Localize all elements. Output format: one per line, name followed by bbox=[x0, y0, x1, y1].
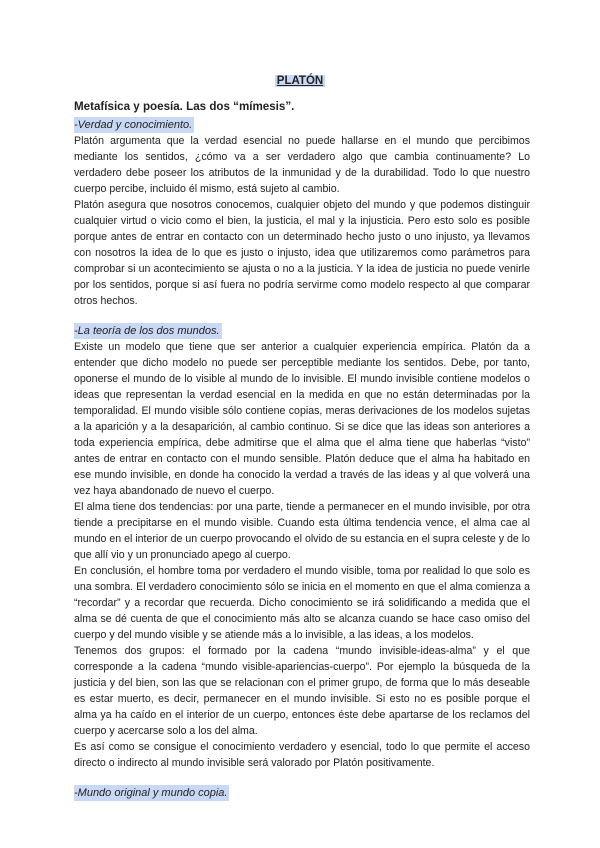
paragraph-gap bbox=[74, 309, 530, 321]
section-verdad bbox=[74, 115, 530, 309]
paragraph: En conclusión, el hombre toma por verdadero el mundo visible, toma por realidad lo que solo es una sombra. El verdadero conocimiento sólo se inicia en el momento en que el alma comienza a “recordar” y a recordar que recuerda. Dicho conocimiento se irá solidificando a medida que el alma se dé cuenta de que el conocimiento más alto se alcanza cuando se hace caso omiso del cuerpo y del mundo visible y se atiende más a lo invisible, a las ideas, a los modelos. bbox=[74, 565, 530, 641]
paragraph: Es así como se consigue el conocimiento verdadero y esencial, todo lo que permite el acceso directo o indirecto al mundo invisible será valorado por Platón positivamente. bbox=[74, 741, 530, 769]
section-subtitle: -La teoría de los dos mundos. bbox=[74, 325, 220, 337]
section-subtitle: -Mundo original y mundo copia. bbox=[74, 787, 228, 799]
document-heading: Metafísica y poesía. Las dos “mímesis”. bbox=[74, 100, 295, 113]
document-title-wrap bbox=[0, 71, 600, 89]
paragraph: Platón argumenta que la verdad esencial no puede hallarse en el mundo que percibimos mediante los sentidos, ¿cómo va a ser verdadero algo que cambia continuamente? Lo verdadero debe poseer los atributos de la inmunidad y de la durabilidad. Todo lo que nuestro cuerpo percibe, incluido él mismo, está sujeto al cambio. bbox=[74, 135, 530, 195]
document-title: PLATÓN bbox=[276, 75, 324, 87]
section-subtitle: -Verdad y conocimiento. bbox=[74, 119, 193, 131]
section-mundo-original bbox=[74, 783, 530, 801]
paragraph-gap bbox=[74, 771, 530, 783]
paragraph: El alma tiene dos tendencias: por una parte, tiende a permanecer en el mundo invisible, por otra tiende a precipitarse en el mundo visible. Cuando esta última tendencia vence, el alma cae al mundo en el interior de un cuerpo provocando el olvido de su estancia en el supra celeste y de lo que allí vio y un pronunciado apego al cuerpo. bbox=[74, 501, 530, 561]
paragraph: Tenemos dos grupos: el formado por la cadena “mundo invisible-ideas-alma” y el que corresponde a la cadena “mundo visible-apariencias-cuerpo”. Por ejemplo la búsqueda de la justicia y del bien, son las que se relacionan con el primer grupo, de forma que lo más deseable es estar muerto, es decir, permanecer en el mundo invisible. Si esto no es posible porque el alma ya ha caído en el interior de un cuerpo, entonces éste debe apartarse de los reclamos del cuerpo y acercarse solo a los del alma. bbox=[74, 645, 530, 737]
section-dos-mundos bbox=[74, 321, 530, 771]
paragraph: Platón asegura que nosotros conocemos, cualquier objeto del mundo y que podemos distinguir cualquier virtud o vicio como el bien, la justicia, el mal y la injusticia. Pero esto solo es posible porque antes de entrar en contacto con un determinado hecho justo o uno injusto, ya llevamos con nosotros la idea de lo que es justo o injusto, idea que utilizaremos como parámetros para comprobar si un acontecimiento se ajusta o no a la justicia. Y la idea de justicia no puede venirle por los sentidos, porque si así fuera no podría servirme como modelo respecto al que comparar otros hechos. bbox=[74, 199, 530, 307]
document-body bbox=[74, 99, 530, 801]
paragraph: Existe un modelo que tiene que ser anterior a cualquier experiencia empírica. Platón da a entender que dicho modelo no puede ser perceptible mediante los sentidos. Debe, por tanto, oponerse el mundo de lo visible al mundo de lo invisible. El mundo invisible contiene modelos o ideas que representan la verdad esencial en la medida en que no están determinadas por la temporalidad. El mundo visible sólo contiene copias, meras derivaciones de los modelos sujetas a la aparición y a la desaparición, al cambio continuo. Si se dice que las ideas son anteriores a toda experiencia empírica, debe admitirse que el alma que el alma tiene que haberlas “visto” antes de entrar en contacto con el mundo sensible. Platón deduce que el alma ha habitado en ese mundo invisible, en donde ha conocido la verdad a través de las ideas y al que volverá una vez haya abandonado de nuevo el cuerpo. bbox=[74, 341, 530, 497]
